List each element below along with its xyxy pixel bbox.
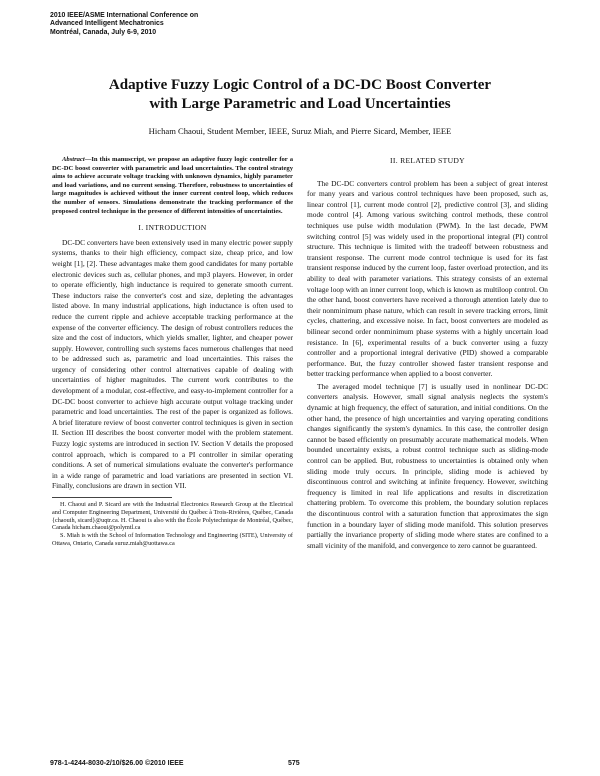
authors: Hicham Chaoui, Student Member, IEEE, Suruz Miah, and Pierre Sicard, Member, IEEE [148, 126, 452, 136]
conference-line-3: Montréal, Canada, July 6-9, 2010 [50, 28, 157, 36]
conference-info [50, 12, 290, 37]
left-column [52, 156, 293, 548]
footnote-1: H. Chaoui and P. Sicard are with the Industrial Electronics Research Group at the Electrical and Computer Engineering Department, Université du Québec à Trois-Rivières, Québec, Canada {chaouih, sicard}@uqtr.ca. H. Chaoui is also with the École Polytechnique de Montréal, Québec, Canada hicham.chaoui@polymtl.ca [52, 501, 293, 532]
section-heading-introduction: I. INTRODUCTION [138, 223, 207, 233]
abstract [52, 156, 293, 216]
footnote-divider [52, 497, 172, 498]
footer-isbn: 978-1-4244-8030-2/10/$26.00 ©2010 IEEE [50, 760, 184, 767]
footnote-2: S. Miah is with the School of Information Technology and Engineering (SITE), University of Ottawa, Ontario, Canada suruz.miah@uottawa.ca [52, 532, 293, 547]
conference-line-1: 2010 IEEE/ASME International Conference on [50, 12, 199, 19]
title-line-1: Adaptive Fuzzy Logic Control of a DC-DC Boost Converter [108, 77, 492, 93]
right-column [307, 156, 548, 553]
related-paragraph-1: The DC-DC converters control problem has been a subject of great interest for many years and various control techniques have been proposed, such as, linear control [1], current mode control [2], predictive control [3], and sliding mode control [4]. Among various switching control methods, these control techniques use pulse width modulation (PWM). In the last decade, PWM switching control [5] was widely used in the proportional integral (PI) control structure. This technique is limited with the tradeoff between robustness and transient response. The current mode control technique is used for its fast transient response induced by the current loop, faster overload protection, and its ability to deal with parameter variations. This strategy consists of an external voltage loop with an inner current loop, which is known as multiloop control. On the other hand, boost converters have received a thorough attention lately due to their nonminimum phase nature, which can result in severe tracking errors, limit cycles, chattering, and excessive noise. In fact, boost converters are modeled as bilinear second order nonminimum phase systems with a highly uncertain load resistance. In [6], experimental results of a buck converter using a fuzzy controller and a proportional integral derivative (PID) showed a comparable performance. But, the fuzzy controller showed faster transient response and better tracking performance when applied to a boost converter. [307, 178, 548, 379]
abstract-text: —In this manuscript, we propose an adaptive fuzzy logic controller for a DC-DC boost converter with parametric and load uncertainties. The control strategy aims to achieve accurate voltage tracking with unknown dynamics, highly parameter and load variations, and no current sensing. Therefore, robustness to uncertainties of large magnitudes is achieved without the inner current control loop, which reduces the number of sensors. Simulations demonstrate the tracking performance of the proposed control technique in the presence of different intensities of uncertainties. [52, 156, 293, 215]
page-number: 575 [288, 760, 300, 767]
title-line-2: with Large Parametric and Load Uncertainties [149, 96, 451, 112]
conference-line-2: Advanced Intelligent Mechatronics [50, 20, 164, 28]
intro-paragraph: DC-DC converters have been extensively used in many electric power supply systems, thanks to their high efficiency, compact size, cheap price, and low weight [1], [2]. These advantages make them good candidates for many portable electronic devices such as, cellular phones, and mp3 players. However, in order to operate efficiently, high inductance is required to generate smooth current. These inductors raise the converter's cost and size, depleting the advantages listed above. In many industrial applications, high inductance is often used to reduce the current ripple and achieve acceptable tracking performance at the expense of the converter efficiency. The design of robust controllers reduces the size and the cost of inductors, which yields smaller, lighter, and cheaper power supply. However, controlling such systems faces numerous challenges that need to be addressed such as, parametric and load uncertainties. This raises the urgency of considering other control alternatives capable of dealing with uncertainties of higher magnitudes. The current work contributes to the development of a modular, cost-effective, and easy-to-implement controller for a DC-DC boost converter to achieve high accurate output voltage tracking under parametric and load uncertainties. The rest of the paper is organized as follows. A brief literature review of boost converter control techniques is given in section II. Section III describes the boost converter model with the problem statement. Fuzzy logic systems are introduced in section IV. Section V details the proposed control approach, which is compared to a PI controller in similar operating conditions. A set of numerical simulations evaluate the converter's performance in a wide range of parametric and load variations are presented in section VI. Finally, conclusions are drawn in section VII. [52, 237, 293, 491]
related-paragraph-2: The averaged model technique [7] is usually used in nonlinear DC-DC converters analysis. However, small signal analysis neglects the system's dynamic at high frequency, the effect of saturation, and initial conditions. On the other hand, the presence of high uncertainties and varying operating conditions changes significantly the system's dynamics. In this case, the controller design cannot be based efficiently on presumably accurate mathematical models. When bounded uncertainty exists, a robust control technique such as sliding-mode control can be applied. But, robustness to uncertainties is obtained only when sliding mode truly occurs. In principle, sliding mode is achieved by discontinuous control and switching at infinite frequency. However, switching frequency is limited in real life applications and results in discretization chattering problem. To overcome this problem, the boundary solution replaces the discontinuous control with a saturation function that approximates the sign function in a boundary layer of sliding mode manifold. This solution preserves partially the invariance property of sliding mode where states are confined to a small vicinity of the manifold, and convergence to zero cannot be guaranteed. [307, 381, 548, 550]
abstract-label: Abstract [62, 156, 85, 163]
section-heading-related-study: II. RELATED STUDY [390, 156, 465, 165]
paper-title [40, 76, 560, 114]
